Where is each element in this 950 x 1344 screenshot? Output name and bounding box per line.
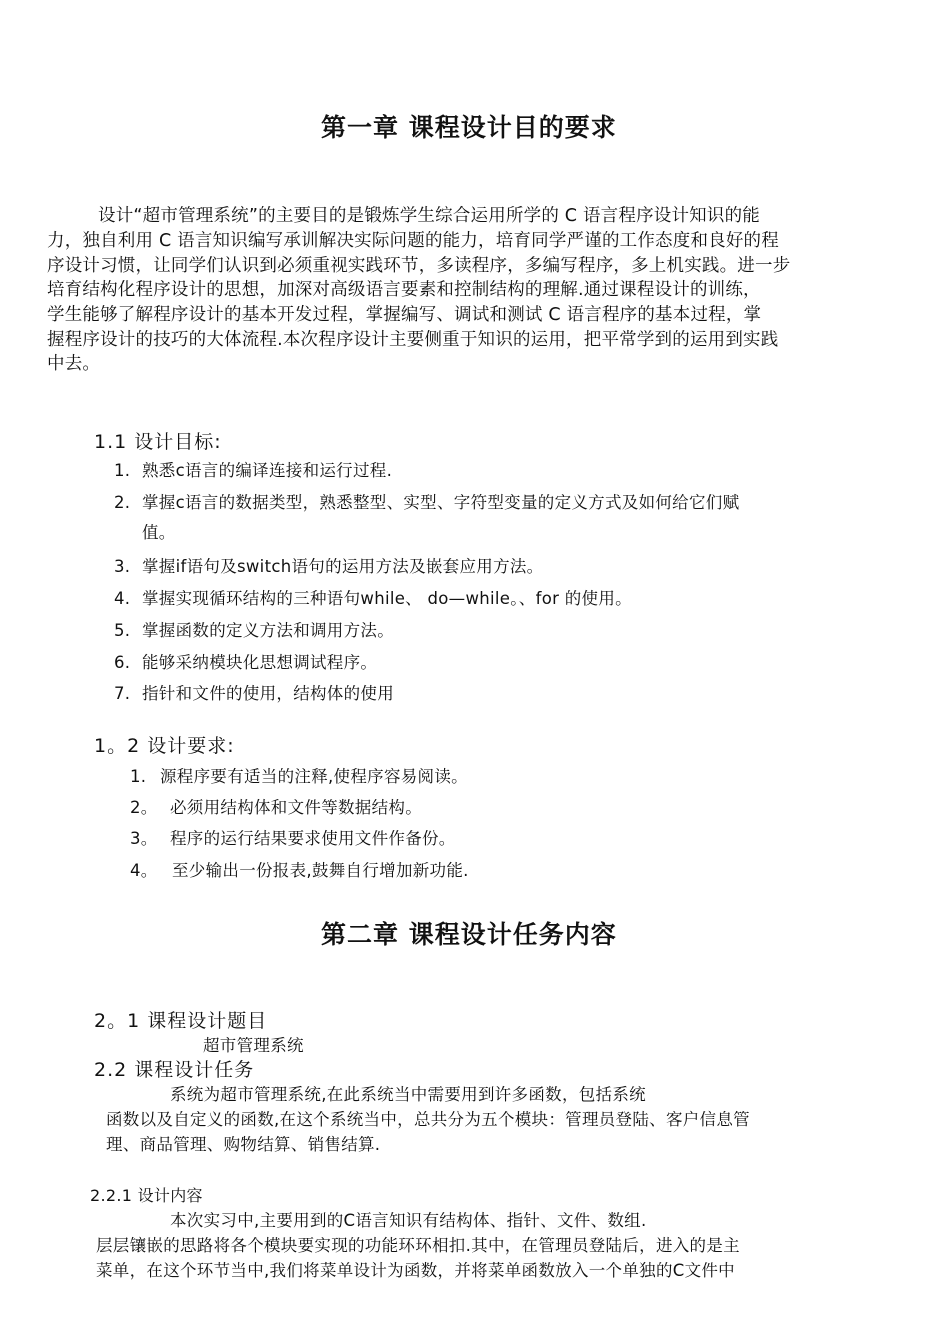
list-item [130,857,469,881]
list-item [114,489,739,513]
body-line: 本次实习中,主要用到的C语言知识有结构体、指针、文件、数组. [170,1211,647,1230]
intro-line: 力，独自利用 C 语言知识编写承训解决实际问题的能力，培育同学严谨的工作态度和良好的程 [47,231,779,251]
list-item [114,553,543,577]
list-item-number: 3. [114,557,131,576]
list-item [130,825,456,849]
list-item-continuation: 值。 [142,523,176,542]
list-item [130,794,422,818]
list-item-text: 程序的运行结果要求使用文件作备份。 [170,829,456,848]
list-item-text: 必须用结构体和文件等数据结构。 [170,798,422,817]
list-item [114,457,392,481]
list-item-number: 1. [130,767,147,786]
list-item-text: 源程序要有适当的注释,使程序容易阅读。 [160,767,468,786]
list-item [114,617,394,641]
body-line: 层层镶嵌的思路将各个模块要实现的功能环环相扣.其中，在管理员登陆后，进入的是主 [96,1236,740,1255]
intro-line: 学生能够了解程序设计的基本开发过程，掌握编写、调试和测试 C 语言程序的基本过程，掌 [47,305,762,325]
body-line: 系统为超市管理系统,在此系统当中需要用到许多函数，包括系统 [170,1085,646,1104]
list-item-text: 掌握实现循环结构的三种语句while、 do—while。、for 的使用。 [142,589,632,608]
list-item-text: 掌握c语言的数据类型，熟悉整型、实型、字符型变量的定义方式及如何给它们赋 [142,493,740,512]
list-item-text: 掌握函数的定义方法和调用方法。 [142,621,394,640]
body-line: 菜单，在这个环节当中,我们将菜单设计为函数，并将菜单函数放入一个单独的C文件中 [96,1261,735,1280]
list-item [114,649,377,673]
chapter-1-title: 第一章 课程设计目的要求 [321,113,617,142]
section-2-2-heading: 2.2 课程设计任务 [94,1059,255,1081]
list-item-number: 2. [114,493,131,512]
list-item [114,680,394,704]
list-item-text: 能够采纳模块化思想调试程序。 [142,653,378,672]
list-item-number: 7. [114,684,131,703]
list-item-number: 4. [114,589,131,608]
list-item-number: 2。 [130,798,158,817]
list-item-number: 6. [114,653,131,672]
section-1-2-heading: 1。2 设计要求: [94,735,235,757]
list-item-text: 熟悉c语言的编译连接和运行过程. [142,461,393,480]
section-2-1-topic: 超市管理系统 [203,1036,304,1055]
list-item-number: 4。 [130,861,158,880]
intro-line: 设计“超市管理系统”的主要目的是锻炼学生综合运用所学的 C 语言程序设计知识的能 [98,206,760,226]
intro-line: 中去。 [47,354,101,374]
list-item [114,585,632,609]
list-item-text: 至少输出一份报表,鼓舞自行增加新功能. [172,861,469,880]
list-item-number: 5. [114,621,131,640]
list-item-text: 掌握if语句及switch语句的运用方法及嵌套应用方法。 [142,557,544,576]
chapter-2-title: 第二章 课程设计任务内容 [321,920,617,949]
body-line: 函数以及自定义的函数,在这个系统当中，总共分为五个模块：管理员登陆、客户信息管 [106,1110,750,1129]
intro-line: 培育结构化程序设计的思想，加深对高级语言要素和控制结构的理解.通过课程设计的训练， [47,280,761,300]
intro-line: 握程序设计的技巧的大体流程.本次程序设计主要侧重于知识的运用，把平常学到的运用到实践 [47,330,779,350]
body-line: 理、商品管理、购物结算、销售结算. [106,1135,381,1154]
section-1-1-heading: 1.1 设计目标: [94,431,222,453]
list-item-number: 1. [114,461,131,480]
intro-line: 序设计习惯，让同学们认识到必须重视实践环节，多读程序，多编写程序，多上机实践。进一步 [47,256,791,276]
list-item [130,763,468,787]
section-2-2-1-heading: 2.2.1 设计内容 [90,1186,203,1205]
list-item-number: 3。 [130,829,158,848]
section-2-1-heading: 2。1 课程设计题目 [94,1010,268,1032]
list-item-text: 指针和文件的使用，结构体的使用 [142,684,394,703]
